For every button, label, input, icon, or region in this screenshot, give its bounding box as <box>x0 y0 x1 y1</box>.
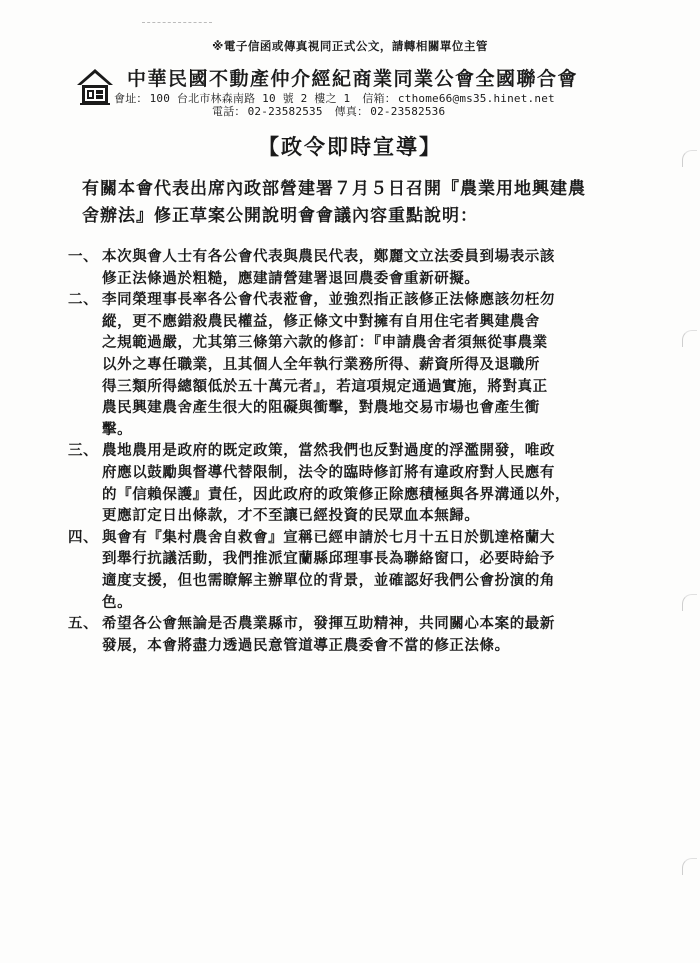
association-house-logo-icon <box>76 68 114 106</box>
item-line: 李同榮理事長率各公會代表蒞會，並強烈指正該修正法條應該勿枉勿 <box>102 291 555 309</box>
item-number: 一、 <box>68 248 99 265</box>
list-item <box>68 246 668 289</box>
item-line: 擊。 <box>102 420 133 438</box>
item-text <box>102 527 668 613</box>
key-points-list <box>68 246 668 656</box>
intro-paragraph <box>82 176 642 230</box>
item-line: 希望各公會無論是否農業縣市，發揮互助精神，共同關心本案的最新 <box>102 615 555 633</box>
list-item <box>68 289 668 440</box>
scan-punch-mark <box>682 594 697 611</box>
email-label: 信箱： <box>362 92 396 105</box>
phone-label: 電話： <box>212 105 246 118</box>
item-text <box>102 289 668 440</box>
phone-fax-line <box>212 103 445 119</box>
item-number: 四、 <box>68 528 99 546</box>
item-line: 的『信賴保護』責任，因此政府的政策修正除應積極與各界溝通以外， <box>102 485 571 503</box>
item-number: 三、 <box>68 442 99 460</box>
list-item <box>68 613 668 656</box>
item-line: 農民興建農舍產生很大的阻礙與衝擊，對農地交易市場也會產生衝 <box>102 399 540 417</box>
item-line: 與會有『集村農舍自救會』宣稱已經申請於七月十五日於凱達格蘭大 <box>102 528 555 546</box>
address-label: 會址： <box>114 92 148 105</box>
item-line: 適度支援，但也需瞭解主辦單位的背景，並確認好我們公會扮演的角 <box>102 571 555 589</box>
item-line: 縱，更不應錯殺農民權益，修正條文中對擁有自用住宅者興建農舍 <box>102 312 540 330</box>
item-line: 以外之專任職業，且其個人全年執行業務所得、薪資所得及退職所 <box>102 355 540 373</box>
scan-dash-mark <box>142 22 212 23</box>
item-line: 府應以鼓勵與督導代替限制，法令的臨時修訂將有違政府對人民應有 <box>102 463 555 481</box>
intro-line: 舍辦法』修正草案公開說明會會議內容重點說明： <box>82 206 478 226</box>
item-text <box>102 440 668 526</box>
fax-value: 02-23582536 <box>370 105 446 118</box>
organization-name: 中華民國不動產仲介經紀商業同業公會全國聯合會 <box>127 68 579 90</box>
item-line: 發展，本會將盡力透過民意管道導正農委會不當的修正法條。 <box>102 636 510 654</box>
item-number: 五、 <box>68 615 99 633</box>
list-item <box>68 527 668 613</box>
item-text <box>102 246 668 289</box>
item-line: 之規範過嚴，尤其第三條第六款的修訂：『申請農舍者須無從事農業 <box>102 334 548 352</box>
forwarding-notice: ※電子信函或傳真視同正式公文，請轉相關單位主管 <box>212 39 488 53</box>
item-text <box>102 613 668 656</box>
item-line: 色。 <box>102 593 133 611</box>
fax-label: 傳真： <box>334 105 369 118</box>
scan-punch-mark <box>682 330 697 347</box>
item-line: 修正法條過於粗糙，應建請營建署退回農委會重新研擬。 <box>102 269 480 287</box>
item-number: 二、 <box>68 291 99 309</box>
item-line: 到舉行抗議活動，我們推派宜蘭縣邱理事長為聯絡窗口，必要時給予 <box>102 550 555 568</box>
phone-value: 02-23582535 <box>247 105 323 118</box>
address-value: 100 台北市林森南路 10 號 2 樓之 1 <box>149 92 351 105</box>
document-title: 【政令即時宣導】 <box>258 134 442 159</box>
item-line: 本次與會人士有各公會代表與農民代表，鄭麗文立法委員到場表示該 <box>102 248 555 265</box>
item-line: 農地農用是政府的既定政策，當然我們也反對過度的浮濫開發，唯政 <box>102 442 555 460</box>
list-item <box>68 440 668 526</box>
item-line: 更應訂定日出條款，才不至讓已經投資的民眾血本無歸。 <box>102 507 480 525</box>
intro-line: 有關本會代表出席內政部營建署７月５日召開『農業用地興建農 <box>82 179 586 199</box>
scan-punch-mark <box>682 858 697 875</box>
item-line: 得三類所得總額低於五十萬元者』，若這項規定通過實施，將對真正 <box>102 377 548 395</box>
email-value: cthome66@ms35.hinet.net <box>397 92 555 105</box>
